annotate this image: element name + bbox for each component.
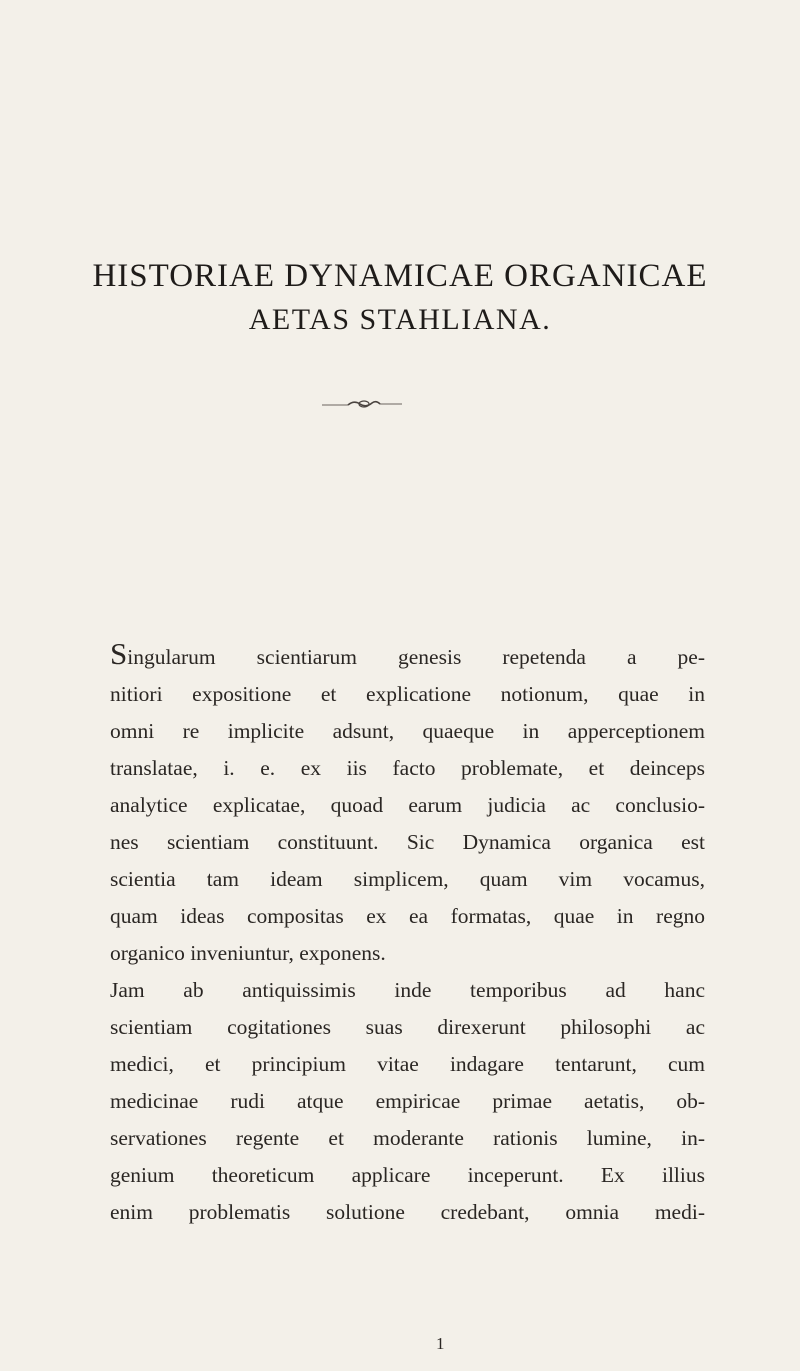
text-line: medici, et principium vitae indagare tentarunt, cum xyxy=(110,1052,705,1076)
text-line: quam ideas compositas ex ea formatas, quae in regno xyxy=(110,904,705,928)
text-line: Jam ab antiquissimis inde temporibus ad hanc xyxy=(110,978,705,1002)
text-line: servationes regente et moderante rationis lumine, in- xyxy=(110,1126,705,1150)
ornamental-rule-icon xyxy=(320,398,404,410)
text-line: omni re implicite adsunt, quaeque in apperceptionem xyxy=(110,719,705,743)
signature-mark: 1 xyxy=(436,1334,445,1353)
text-line: scientiam cogitationes suas direxerunt philosophi ac xyxy=(110,1015,705,1039)
text-line: organico inveniuntur, exponens. xyxy=(110,941,386,965)
text-line: nitiori expositione et explicatione notionum, quae in xyxy=(110,682,705,706)
text-line: scientia tam ideam simplicem, quam vim vocamus, xyxy=(110,867,705,891)
title-line-2: AETAS STAHLIANA. xyxy=(248,303,552,336)
text-line: Singularum scientiarum genesis repetenda a pe- xyxy=(110,636,705,671)
text-line: translatae, i. e. ex iis facto problemate, et deinceps xyxy=(110,756,705,780)
text-line: enim problematis solutione credebant, omnia medi- xyxy=(110,1200,705,1224)
text-line: analytice explicatae, quoad earum judicia ac conclusio- xyxy=(110,793,705,817)
title-line-1: HISTORIAE DYNAMICAE ORGANICAE xyxy=(92,258,708,294)
text-line: nes scientiam constituunt. Sic Dynamica organica est xyxy=(110,830,705,854)
text-line: genium theoreticum applicare inceperunt. Ex illius xyxy=(110,1163,705,1187)
drop-cap: S xyxy=(110,636,128,671)
text-line: medicinae rudi atque empiricae primae aetatis, ob- xyxy=(110,1089,705,1113)
